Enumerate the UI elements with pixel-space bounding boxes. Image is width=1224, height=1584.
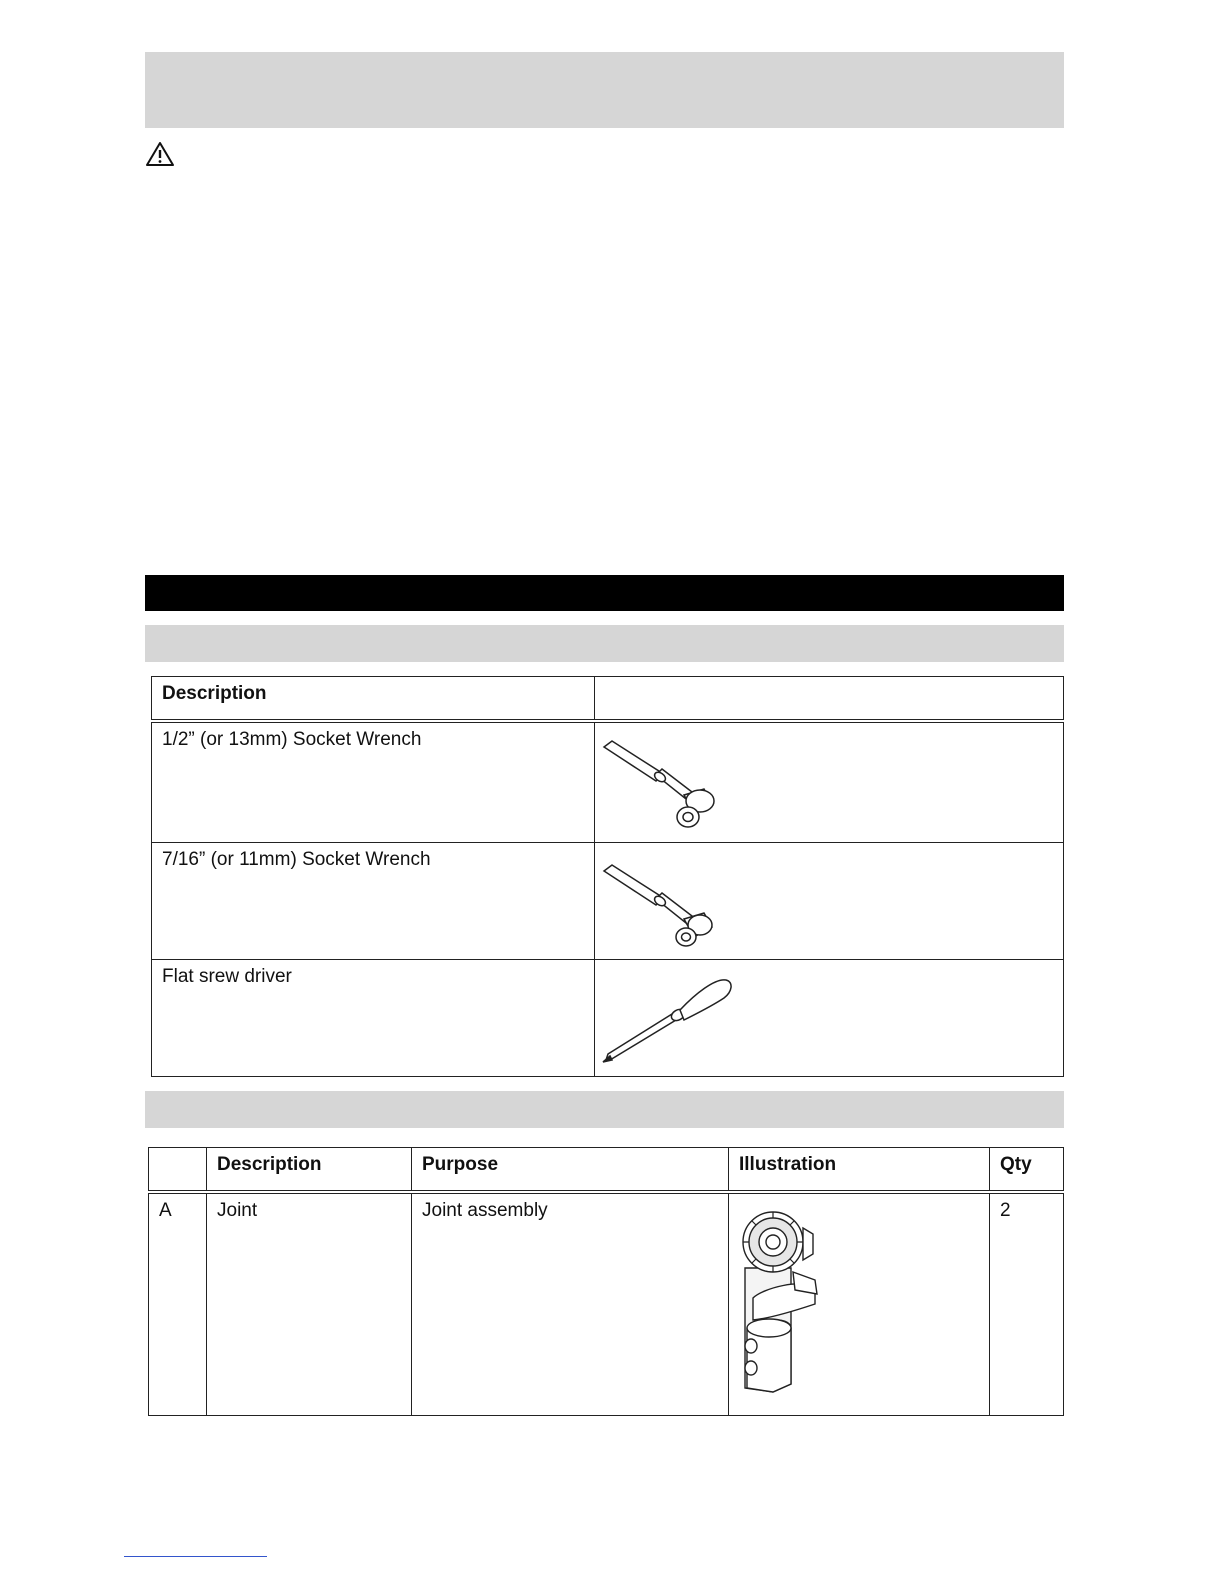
part-id: A (149, 1192, 207, 1416)
parts-header-id (149, 1148, 207, 1192)
top-banner (145, 52, 1064, 128)
table-row (152, 843, 1064, 960)
warning-icon (145, 141, 175, 167)
socket-wrench-icon (600, 737, 730, 837)
table-row (152, 721, 1064, 843)
footer-link-underline (124, 1556, 267, 1557)
part-qty: 2 (990, 1192, 1064, 1416)
part-description: Joint (207, 1192, 412, 1416)
parts-header-bar (145, 1091, 1064, 1128)
tools-header-bar (145, 625, 1064, 662)
tools-header-illustration (595, 677, 1064, 721)
tools-table-header (152, 677, 1064, 721)
tool-description: 7/16” (or 11mm) Socket Wrench (152, 843, 595, 960)
parts-header-purpose: Purpose (412, 1148, 729, 1192)
joint-part-icon (733, 1208, 833, 1398)
socket-wrench-icon (600, 861, 730, 961)
tools-table (151, 676, 1064, 1077)
parts-header-qty: Qty (990, 1148, 1064, 1192)
part-purpose: Joint assembly (412, 1192, 729, 1416)
parts-header-illustration: Illustration (729, 1148, 990, 1192)
tool-illustration (595, 721, 1064, 843)
tool-illustration (595, 960, 1064, 1077)
part-illustration (729, 1192, 990, 1416)
parts-table (148, 1147, 1064, 1416)
tool-description: Flat srew driver (152, 960, 595, 1077)
table-row (149, 1192, 1064, 1416)
tool-illustration (595, 843, 1064, 960)
parts-header-description: Description (207, 1148, 412, 1192)
parts-table-header (149, 1148, 1064, 1192)
tools-header-description: Description (152, 677, 595, 721)
table-row (152, 960, 1064, 1077)
screwdriver-icon (600, 974, 740, 1064)
tool-description: 1/2” (or 13mm) Socket Wrench (152, 721, 595, 843)
section-header-bar (145, 575, 1064, 611)
